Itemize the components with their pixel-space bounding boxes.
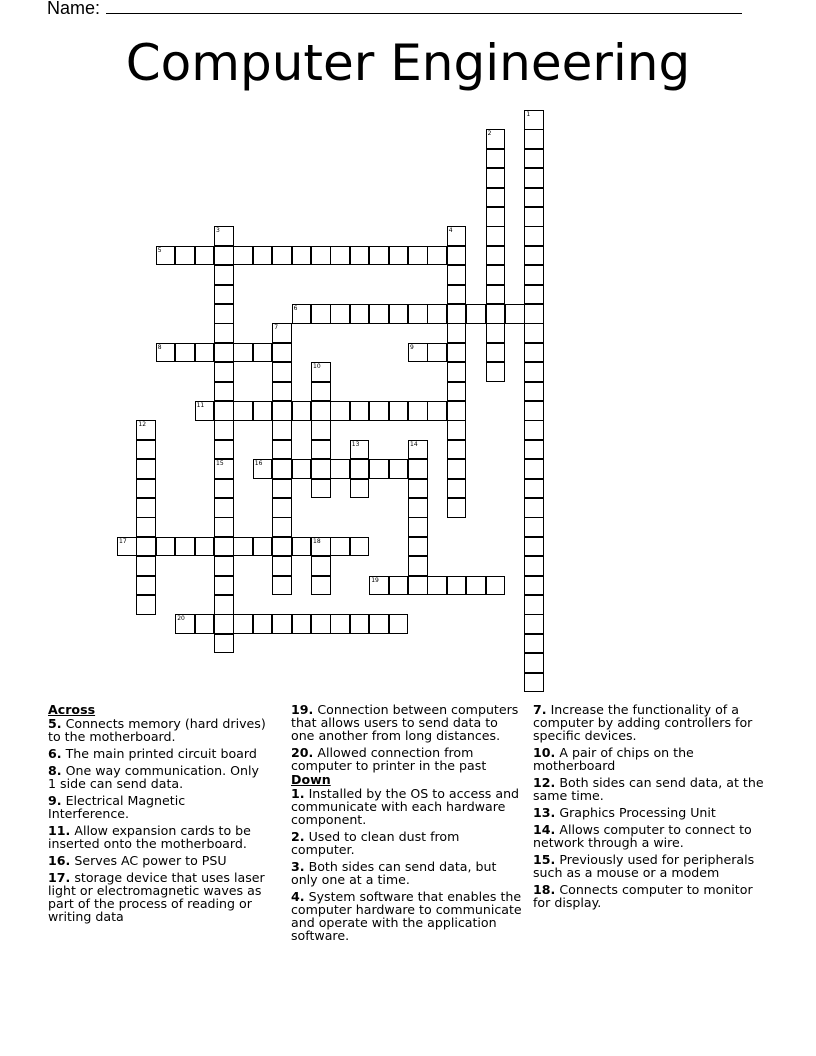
grid-cell[interactable] [427, 246, 447, 266]
grid-cell[interactable] [292, 401, 312, 421]
grid-cell[interactable] [292, 614, 312, 634]
grid-cell[interactable] [486, 149, 506, 169]
grid-cell[interactable] [389, 459, 409, 479]
grid-cell[interactable] [175, 246, 195, 266]
grid-cell[interactable] [311, 401, 331, 421]
grid-cell[interactable] [350, 440, 370, 460]
grid-cell[interactable] [292, 304, 312, 324]
clue-number: 14 [410, 440, 418, 448]
grid-cell[interactable] [253, 614, 273, 634]
clue-down-12: 12. Both sides can send data, at the same time. [533, 775, 764, 803]
clue-number: 6 [293, 305, 298, 312]
across-header: Across [48, 702, 96, 717]
grid-cell[interactable] [524, 304, 544, 324]
grid-cell[interactable] [272, 362, 292, 382]
grid-cell[interactable] [524, 634, 544, 654]
grid-cell[interactable] [311, 556, 331, 576]
grid-cell[interactable] [408, 401, 428, 421]
grid-cell[interactable] [524, 537, 544, 557]
grid-cell[interactable] [389, 614, 409, 634]
grid-cell[interactable] [524, 498, 544, 518]
grid-cell[interactable] [214, 382, 234, 402]
grid-cell[interactable] [272, 401, 292, 421]
clue-across-20: 20. Allowed connection from computer to printer in the past [291, 745, 487, 773]
clue-across-9: 9. Electrical Magnetic Interference. [48, 793, 186, 821]
grid-cell[interactable] [350, 246, 370, 266]
grid-cell[interactable] [389, 401, 409, 421]
clue-number: 5 [157, 246, 162, 254]
grid-cell[interactable] [233, 246, 253, 266]
grid-cell[interactable] [486, 576, 506, 596]
grid-cell[interactable] [427, 304, 447, 324]
grid-cell[interactable] [350, 401, 370, 421]
grid-cell[interactable] [214, 362, 234, 382]
clue-number: 20 [177, 615, 185, 623]
grid-cell[interactable] [311, 459, 331, 479]
grid-cell[interactable] [524, 285, 544, 305]
grid-cell[interactable] [214, 517, 234, 537]
grid-cell[interactable] [486, 226, 506, 246]
grid-cell[interactable] [175, 343, 195, 363]
grid-cell[interactable] [272, 537, 292, 557]
grid-cell[interactable] [486, 304, 506, 324]
grid-cell[interactable] [214, 498, 234, 518]
grid-cell[interactable] [408, 576, 428, 596]
grid-cell[interactable] [524, 595, 544, 615]
grid-cell[interactable] [214, 614, 234, 634]
grid-cell[interactable] [272, 556, 292, 576]
grid-cell[interactable] [486, 285, 506, 305]
grid-cell[interactable] [524, 614, 544, 634]
grid-cell[interactable] [524, 440, 544, 460]
grid-cell[interactable] [408, 498, 428, 518]
grid-cell[interactable] [447, 362, 467, 382]
clue-number: 8 [157, 343, 162, 351]
grid-cell[interactable] [214, 226, 234, 246]
grid-cell[interactable] [350, 304, 370, 324]
grid-cell[interactable] [408, 343, 428, 363]
grid-cell[interactable] [292, 246, 312, 266]
grid-cell[interactable] [233, 537, 253, 557]
grid-cell[interactable] [233, 401, 253, 421]
grid-cell[interactable] [136, 498, 156, 518]
grid-cell[interactable] [524, 420, 544, 440]
grid-cell[interactable] [447, 323, 467, 343]
clue-number: 18 [313, 537, 321, 545]
grid-cell[interactable] [195, 401, 215, 421]
clues-column-3 [533, 703, 765, 913]
clue-number: 11 [196, 402, 205, 409]
grid-cell[interactable] [524, 129, 544, 149]
grid-cell[interactable] [311, 537, 331, 557]
grid-cell[interactable] [486, 188, 506, 208]
grid-cell[interactable] [524, 226, 544, 246]
clue-down-3: 3. Both sides can send data, but only one at a time. [291, 859, 497, 887]
grid-cell[interactable] [330, 401, 350, 421]
grid-cell[interactable] [350, 479, 370, 499]
grid-cell[interactable] [408, 479, 428, 499]
grid-cell[interactable] [272, 343, 292, 363]
grid-cell[interactable] [524, 149, 544, 169]
grid-cell[interactable] [272, 459, 292, 479]
grid-cell[interactable] [136, 440, 156, 460]
grid-cell[interactable] [447, 226, 467, 246]
grid-cell[interactable] [486, 246, 506, 266]
grid-cell[interactable] [136, 459, 156, 479]
grid-cell[interactable] [136, 420, 156, 440]
grid-cell[interactable] [486, 265, 506, 285]
clue-across-8: 8. One way communication. Only 1 side can send data. [48, 763, 259, 791]
grid-cell[interactable] [214, 595, 234, 615]
grid-cell[interactable] [136, 517, 156, 537]
grid-cell[interactable] [389, 576, 409, 596]
grid-cell[interactable] [253, 401, 273, 421]
grid-cell[interactable] [311, 304, 331, 324]
grid-cell[interactable] [195, 537, 215, 557]
grid-cell[interactable] [233, 614, 253, 634]
grid-cell[interactable] [233, 343, 253, 363]
clues-column-1 [48, 703, 270, 927]
grid-cell[interactable] [524, 265, 544, 285]
clue-down-2: 2. Used to clean dust from computer. [291, 829, 460, 857]
grid-cell[interactable] [524, 653, 544, 673]
grid-cell[interactable] [214, 246, 234, 266]
grid-cell[interactable] [486, 207, 506, 227]
grid-cell[interactable] [330, 537, 350, 557]
clue-down-4: 4. System software that enables the computer hardware to communicate and operate with the application software. [291, 889, 522, 943]
grid-cell[interactable] [486, 168, 506, 188]
grid-cell[interactable] [447, 265, 467, 285]
clue-number: 4 [448, 227, 453, 235]
grid-cell[interactable] [330, 304, 350, 324]
grid-cell[interactable] [253, 537, 273, 557]
grid-cell[interactable] [408, 517, 428, 537]
grid-cell[interactable] [311, 614, 331, 634]
clue-number: 13 [351, 440, 360, 448]
grid-cell[interactable] [214, 420, 234, 440]
grid-cell[interactable] [505, 304, 525, 324]
grid-cell[interactable] [524, 459, 544, 479]
grid-cell[interactable] [253, 246, 273, 266]
grid-cell[interactable] [466, 304, 486, 324]
grid-cell[interactable] [447, 382, 467, 402]
grid-cell[interactable] [447, 343, 467, 363]
grid-cell[interactable] [330, 246, 350, 266]
grid-cell[interactable] [486, 343, 506, 363]
grid-cell[interactable] [272, 517, 292, 537]
grid-cell[interactable] [524, 168, 544, 188]
grid-cell[interactable] [447, 576, 467, 596]
grid-cell[interactable] [195, 246, 215, 266]
grid-cell[interactable] [524, 343, 544, 363]
grid-cell[interactable] [447, 440, 467, 460]
grid-cell[interactable] [447, 420, 467, 440]
grid-cell[interactable] [272, 246, 292, 266]
grid-cell[interactable] [214, 343, 234, 363]
grid-cell[interactable] [272, 576, 292, 596]
grid-cell[interactable] [311, 576, 331, 596]
grid-cell[interactable] [427, 576, 447, 596]
grid-cell[interactable] [524, 517, 544, 537]
grid-cell[interactable] [408, 556, 428, 576]
grid-cell[interactable] [524, 207, 544, 227]
clue-down-18: 18. Connects computer to monitor for display. [533, 882, 753, 910]
clues-column-2 [291, 703, 523, 946]
grid-cell[interactable] [524, 382, 544, 402]
grid-cell[interactable] [524, 673, 544, 693]
grid-cell[interactable] [136, 556, 156, 576]
grid-cell[interactable] [311, 362, 331, 382]
grid-cell[interactable] [156, 343, 176, 363]
grid-cell[interactable] [272, 440, 292, 460]
grid-cell[interactable] [214, 304, 234, 324]
clue-number: 16 [254, 460, 263, 468]
grid-cell[interactable] [292, 459, 312, 479]
grid-cell[interactable] [214, 556, 234, 576]
grid-cell[interactable] [214, 537, 234, 557]
clue-number: 12 [138, 421, 147, 429]
grid-cell[interactable] [524, 110, 544, 130]
grid-cell[interactable] [369, 304, 389, 324]
down-header: Down [291, 772, 331, 787]
clue-number: 7 [274, 324, 279, 332]
clue-down-7: 7. Increase the functionality of a computer by adding controllers for specific devices. [533, 702, 753, 743]
grid-cell[interactable] [311, 440, 331, 460]
page-title: Computer Engineering [125, 34, 691, 92]
grid-cell[interactable] [175, 614, 195, 634]
grid-cell[interactable] [524, 246, 544, 266]
grid-cell[interactable] [486, 362, 506, 382]
grid-cell[interactable] [136, 595, 156, 615]
grid-cell[interactable] [427, 401, 447, 421]
grid-cell[interactable] [117, 537, 137, 557]
grid-cell[interactable] [214, 265, 234, 285]
grid-cell[interactable] [389, 246, 409, 266]
grid-cell[interactable] [214, 576, 234, 596]
grid-cell[interactable] [214, 401, 234, 421]
grid-cell[interactable] [272, 498, 292, 518]
clue-down-1: 1. Installed by the OS to access and communicate with each hardware component. [291, 786, 520, 827]
grid-cell[interactable] [195, 614, 215, 634]
clue-down-14: 14. Allows computer to connect to network through a wire. [533, 822, 752, 850]
grid-cell[interactable] [272, 614, 292, 634]
grid-cell[interactable] [195, 343, 215, 363]
grid-cell[interactable] [524, 401, 544, 421]
clue-down-10: 10. A pair of chips on the motherboard [533, 745, 694, 773]
clue-number: 1 [526, 111, 531, 118]
grid-cell[interactable] [311, 479, 331, 499]
clue-number: 10 [313, 363, 321, 371]
grid-cell[interactable] [214, 323, 234, 343]
grid-cell[interactable] [369, 401, 389, 421]
grid-cell[interactable] [311, 246, 331, 266]
clue-across-17: 17. storage device that uses laser light or electromagnetic waves as part of the process of reading or writing data [48, 870, 265, 924]
grid-cell[interactable] [524, 323, 544, 343]
grid-cell[interactable] [350, 537, 370, 557]
clue-across-11: 11. Allow expansion cards to be inserted onto the motherboard. [48, 823, 251, 851]
grid-cell[interactable] [447, 401, 467, 421]
clue-across-5: 5. Connects memory (hard drives) to the motherboard. [48, 716, 266, 744]
clue-number: 17 [119, 537, 127, 545]
grid-cell[interactable] [447, 246, 467, 266]
grid-cell[interactable] [330, 459, 350, 479]
grid-cell[interactable] [272, 323, 292, 343]
grid-cell[interactable] [156, 537, 176, 557]
grid-cell[interactable] [330, 614, 350, 634]
clue-number: 9 [410, 343, 414, 351]
grid-cell[interactable] [136, 537, 156, 557]
grid-cell[interactable] [214, 479, 234, 499]
grid-cell[interactable] [369, 576, 389, 596]
grid-cell[interactable] [350, 459, 370, 479]
grid-cell[interactable] [311, 382, 331, 402]
grid-cell[interactable] [350, 614, 370, 634]
grid-cell[interactable] [447, 479, 467, 499]
grid-cell[interactable] [486, 129, 506, 149]
grid-cell[interactable] [136, 576, 156, 596]
grid-cell[interactable] [466, 576, 486, 596]
grid-cell[interactable] [272, 382, 292, 402]
grid-cell[interactable] [214, 459, 234, 479]
grid-cell[interactable] [524, 188, 544, 208]
grid-cell[interactable] [486, 323, 506, 343]
grid-cell[interactable] [524, 556, 544, 576]
grid-cell[interactable] [175, 537, 195, 557]
grid-cell[interactable] [447, 459, 467, 479]
grid-cell[interactable] [369, 459, 389, 479]
grid-cell[interactable] [292, 537, 312, 557]
grid-cell[interactable] [369, 614, 389, 634]
grid-cell[interactable] [156, 246, 176, 266]
clue-number: 19 [371, 576, 379, 584]
grid-cell[interactable] [408, 304, 428, 324]
grid-cell[interactable] [408, 440, 428, 460]
grid-cell[interactable] [389, 304, 409, 324]
grid-cell[interactable] [369, 246, 389, 266]
grid-cell[interactable] [408, 459, 428, 479]
grid-cell[interactable] [272, 420, 292, 440]
grid-cell[interactable] [272, 479, 292, 499]
grid-cell[interactable] [408, 537, 428, 557]
clue-down-13: 13. Graphics Processing Unit [533, 805, 716, 820]
clue-number: 2 [487, 130, 492, 138]
grid-cell[interactable] [524, 362, 544, 382]
clue-number: 3 [216, 227, 220, 235]
grid-cell[interactable] [253, 459, 273, 479]
grid-cell[interactable] [214, 634, 234, 654]
clue-down-15: 15. Previously used for peripherals such as a mouse or a modem [533, 852, 755, 880]
grid-cell[interactable] [524, 576, 544, 596]
clue-number: 15 [216, 460, 224, 468]
grid-cell[interactable] [408, 246, 428, 266]
grid-cell[interactable] [524, 479, 544, 499]
grid-cell[interactable] [214, 440, 234, 460]
name-label: Name: [47, 0, 101, 18]
grid-cell[interactable] [447, 498, 467, 518]
grid-cell[interactable] [447, 304, 467, 324]
grid-cell[interactable] [214, 285, 234, 305]
clue-across-6: 6. The main printed circuit board [48, 746, 257, 761]
grid-cell[interactable] [311, 420, 331, 440]
grid-cell[interactable] [136, 479, 156, 499]
clue-across-16: 16. Serves AC power to PSU [48, 853, 227, 868]
grid-cell[interactable] [447, 285, 467, 305]
clue-across-19: 19. Connection between computers that allows users to send data to one another from long distances. [291, 702, 519, 743]
grid-cell[interactable] [427, 343, 447, 363]
grid-cell[interactable] [253, 343, 273, 363]
